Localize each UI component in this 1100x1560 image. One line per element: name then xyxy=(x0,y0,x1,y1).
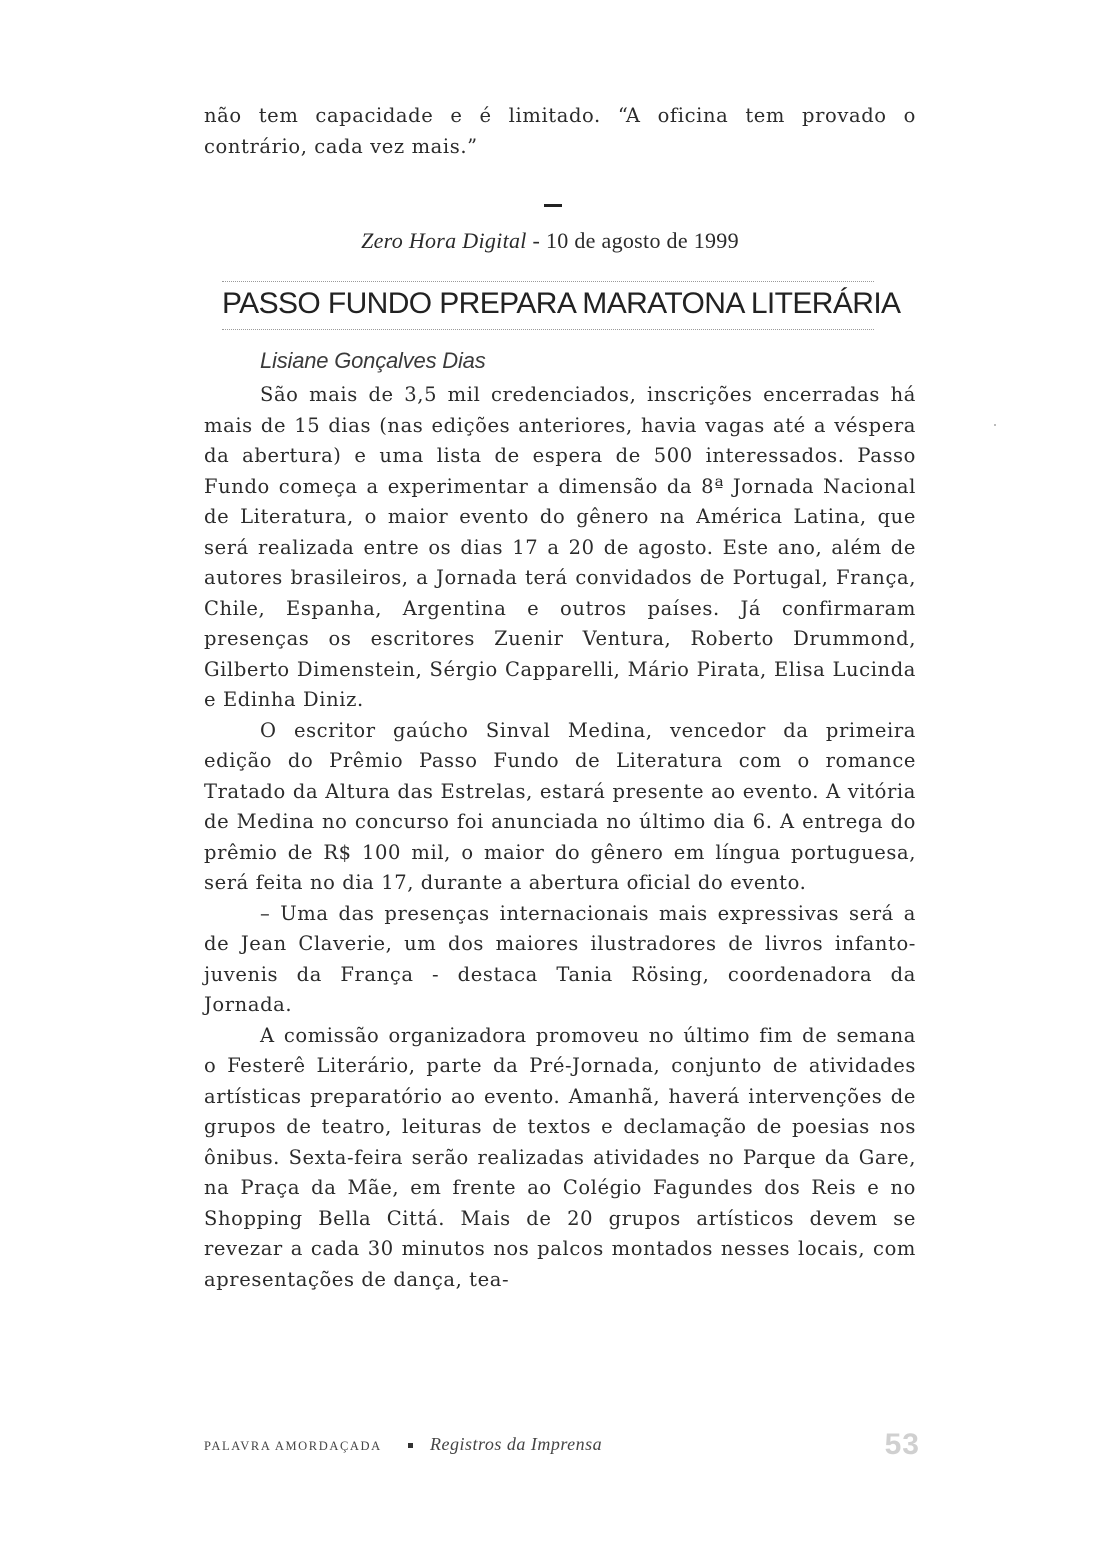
article-paragraph: – Uma das presenças internacionais mais expressivas será a de Jean Claverie, um dos maiores ilustradores de livros infanto-juvenis da França - destaca Tania Rösing, coordenadora da Jornada. xyxy=(204,901,916,1016)
footer-bullet xyxy=(408,1443,413,1448)
article-author: Lisiane Gonçalves Dias xyxy=(260,348,486,373)
page-footer xyxy=(204,1428,920,1463)
article-paragraph: O escritor gaúcho Sinval Medina, vencedor da primeira edição do Prêmio Passo Fundo de Literatura com o romance Tratado da Altura das Estrelas, estará presente ao evento. A vitória de Medina no concurso foi anunciada no último dia 6. A entrega do prêmio de R$ 100 mil, o maior do gênero em língua portuguesa, será feita no dia 17, durante a abertura oficial do evento. xyxy=(204,718,916,894)
section-separator xyxy=(544,204,562,207)
article-headline: PASSO FUNDO PREPARA MARATONA LITERÁRIA xyxy=(222,287,901,320)
article-paragraph: A comissão organizadora promoveu no último fim de semana o Festerê Literário, parte da Pré-Jornada, conjunto de atividades artísticas preparatório ao evento. Amanhã, haverá intervenções de grupos de teatro, leituras de textos e declamação de poesias nos ônibus. Sexta-feira serão realizadas atividades no Parque da Gare, na Praça da Mãe, em frente ao Colégio Fagundes dos Reis e no Shopping Bella Cittá. Mais de 20 grupos artísticos devem se revezar a cada 30 minutos nos palcos montados nesses locais, com apresentações de dança, tea- xyxy=(204,1023,916,1291)
source-line xyxy=(0,228,1100,254)
page-number: 53 xyxy=(884,1428,920,1461)
source-date: - 10 de agosto de 1999 xyxy=(526,228,739,253)
intro-paragraph: não tem capacidade e é limitado. “A oficina tem provado o contrário, cada vez mais.” xyxy=(204,104,916,158)
footer-series-title: Registros da Imprensa xyxy=(430,1434,603,1454)
headline-top-rule xyxy=(222,281,874,282)
intro-paragraph-block xyxy=(204,101,916,162)
footer-book-title: PALAVRA AMORDAÇADA xyxy=(204,1439,382,1453)
article-body xyxy=(204,380,916,1295)
source-name: Zero Hora Digital xyxy=(361,228,527,253)
scan-speck xyxy=(994,424,996,426)
headline-bottom-rule xyxy=(222,329,874,330)
article-paragraph: São mais de 3,5 mil credenciados, inscrições encerradas há mais de 15 dias (nas edições anteriores, havia vagas até a véspera da abertura) e uma lista de espera de 500 interessados. Passo Fundo começa a experimentar a dimensão da 8ª Jornada Nacional de Literatura, o maior evento do gênero na América Latina, que será realizada entre os dias 17 a 20 de agosto. Este ano, além de autores brasileiros, a Jornada terá convidados de Portugal, França, Chile, Espanha, Argentina e outros países. Já confirmaram presenças os escritores Zuenir Ventura, Roberto Drummond, Gilberto Dimenstein, Sérgio Capparelli, Mário Pirata, Elisa Lucinda e Edinha Diniz. xyxy=(204,383,916,711)
